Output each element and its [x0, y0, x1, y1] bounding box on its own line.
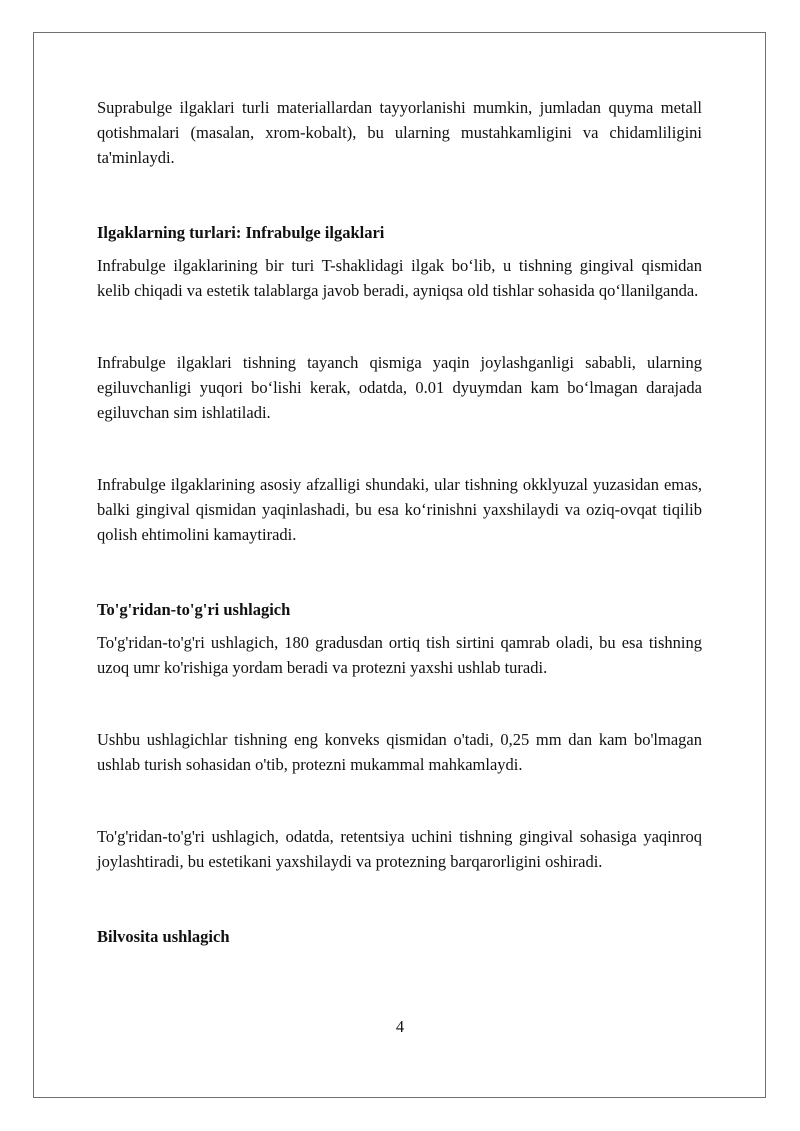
paragraph-direct-retainer-coverage: To'g'ridan-to'g'ri ushlagich, 180 gradusdan ortiq tish sirtini qamrab oladi, bu esa tishning uzoq umr ko'rishiga yordam beradi va protezni yaxshi ushlab turadi. [97, 633, 702, 677]
paragraph-suprabulge-materials: Suprabulge ilgaklari turli materiallardan tayyorlanishi mumkin, jumladan quyma metall qotishmalari (masalan, xrom-kobalt), bu ularning mustahkamligini va chidamliligini ta'minlaydi. [97, 98, 702, 167]
paragraph-retention-tip: To'g'ridan-to'g'ri ushlagich, odatda, retentsiya uchini tishning gingival sohasiga yaqinroq joylashtiradi, bu estetikani yaxshilaydi va protezning barqarorligini oshiradi. [97, 827, 702, 871]
heading-direct-retainer: To'g'ridan-to'g'ri ushlagich [97, 600, 291, 619]
paragraph-infrabulge-advantage: Infrabulge ilgaklarining asosiy afzalligi shundaki, ular tishning okklyuzal yuzasidan emas, balki gingival qismidan yaqinlashadi, bu esa ko‘rinishni yaxshilaydi va oziq-ovqat tiqilib qolish ehtimolini kamaytiradi. [97, 475, 702, 544]
paragraph-t-shaped-clasp: Infrabulge ilgaklarining bir turi T-shaklidagi ilgak bo‘lib, u tishning gingival qismidan kelib chiqadi va estetik talablarga javob beradi, ayniqsa old tishlar sohasida qo‘llanilganda. [97, 256, 702, 300]
page-number: 4 [395, 1017, 405, 1036]
paragraph-infrabulge-flexibility: Infrabulge ilgaklari tishning tayanch qismiga yaqin joylashganligi sababli, ularning egiluvchanligi yuqori bo‘lishi kerak, odatda, 0.01 dyuymdan kam bo‘lmagan darajada egiluvchan sim ishlatiladi. [97, 353, 702, 422]
page-content [97, 95, 702, 949]
paragraph-retainer-convex-part: Ushbu ushlagichlar tishning eng konveks qismidan o'tadi, 0,25 mm dan kam bo'lmagan ushlab turish sohasidan o'tib, protezni mukammal mahkamlaydi. [97, 730, 702, 774]
heading-infrabulge-types: Ilgaklarning turlari: Infrabulge ilgaklari [97, 223, 385, 242]
heading-indirect-retainer: Bilvosita ushlagich [97, 927, 230, 946]
